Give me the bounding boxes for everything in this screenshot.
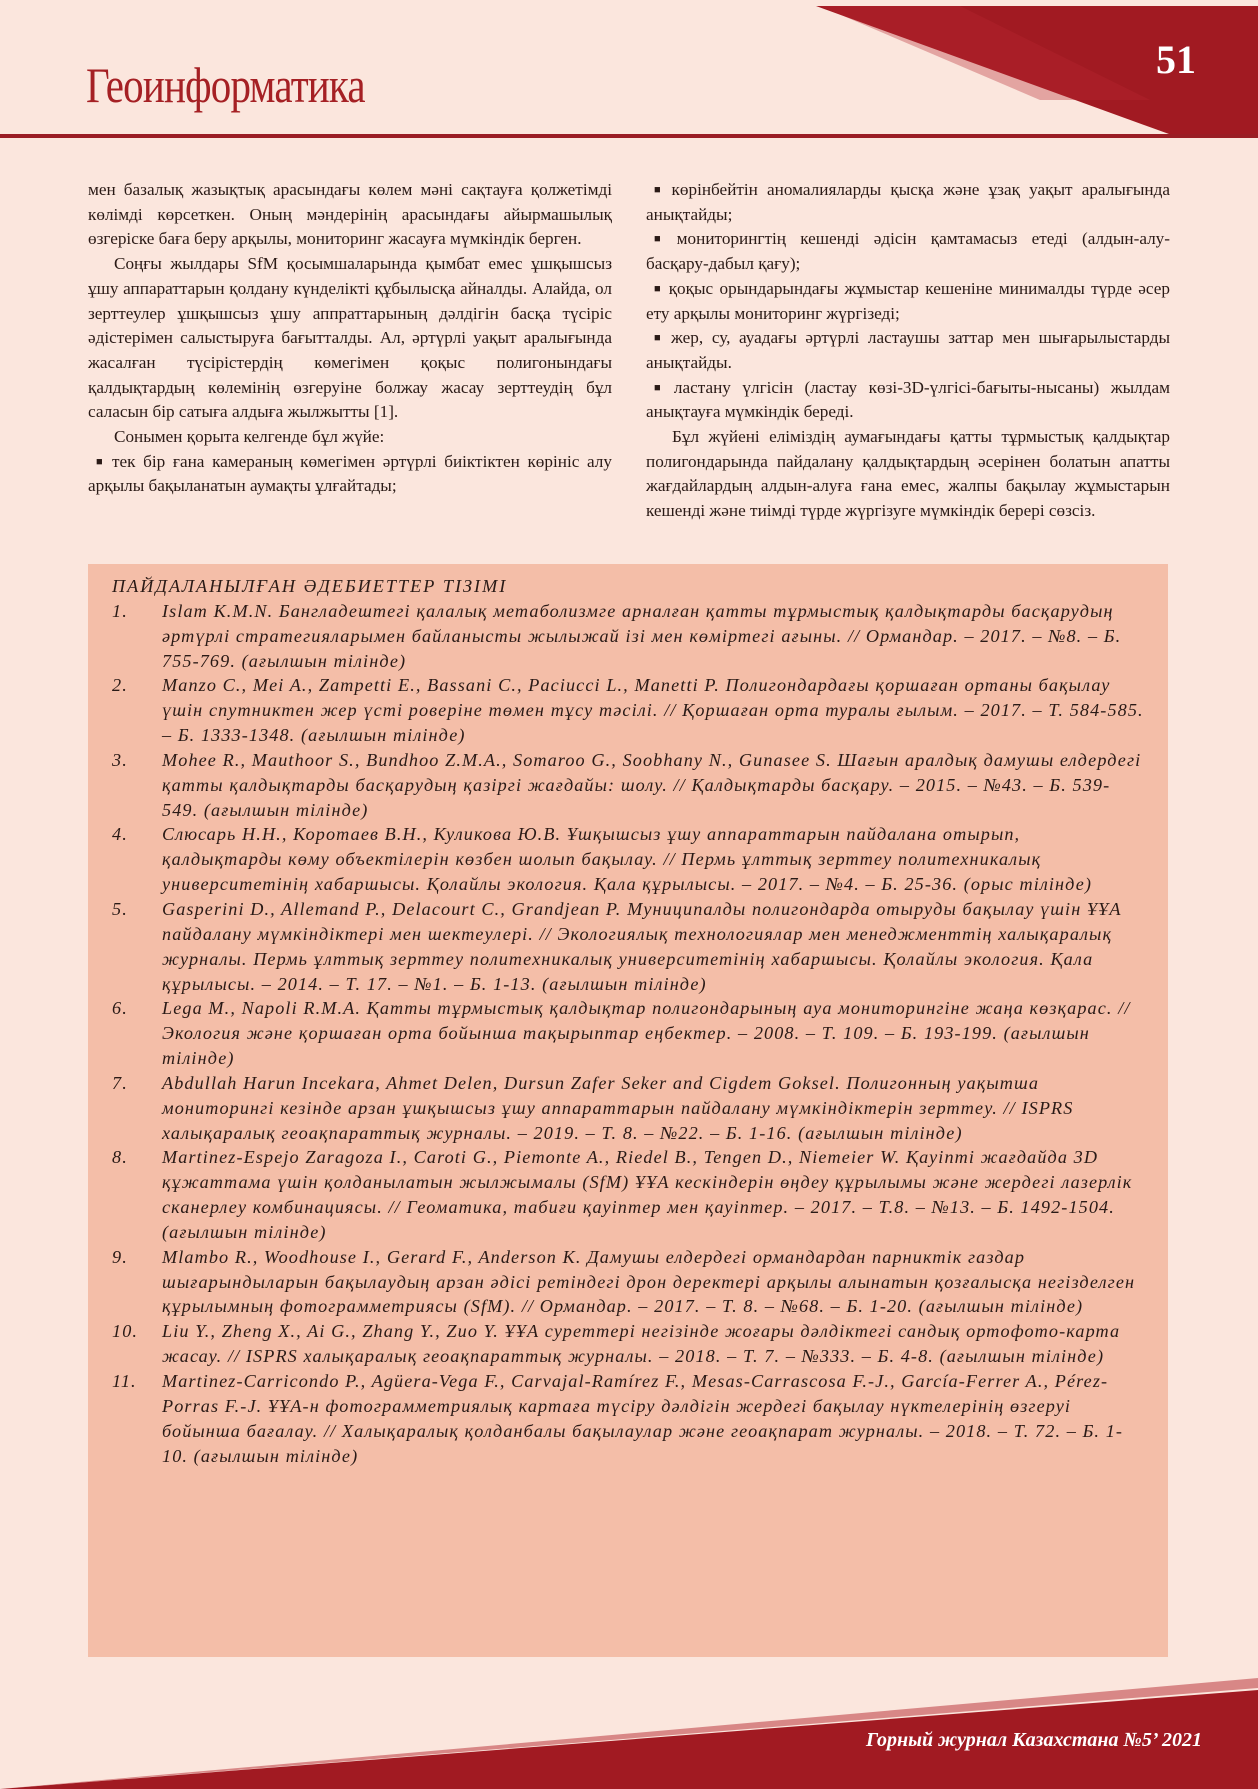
reference-number: 2. <box>112 675 128 696</box>
reference-text: Lega M., Napoli R.M.A. Қатты тұрмыстық қалдықтар полигондарының ауа мониторингіне жаңа көзқарас. // Экология және қоршаған орта бойынша тақырыптар еңбектер. – 2008. – Т. 109. – Б. 193-199. (ағылшын тілінде) <box>162 998 1131 1069</box>
header-rule <box>0 134 1258 138</box>
reference-number: 10. <box>112 1321 139 1342</box>
paragraph: Сонымен қорыта келгенде бұл жүйе: <box>114 427 385 447</box>
bullet-square-icon: ■ <box>654 184 666 196</box>
bullet-square-icon: ■ <box>654 381 668 394</box>
bullet-text: ластану үлгісін (ластау көзі-3D-үлгісі-бағыты-нысаны) жылдам анықтауға мүмкіндік береді. <box>646 377 1170 422</box>
reference-text: Islam K.M.N. Бангладештегі қалалық метаболизмге арналған қатты тұрмыстық қалдықтарды басқарудың әртүрлі стратегияларымен байланысты жылыжай ізі мен көміртегі ағыны. // Ормандар. – 2017. – №8. – Б. 755-769. (ағылшын тілінде) <box>162 600 1122 671</box>
references-title: ПАЙДАЛАНЫЛҒАН ӘДЕБИЕТТЕР ТІЗІМІ <box>112 576 508 596</box>
reference-item <box>112 599 1146 674</box>
bullet-text: жер, су, ауадағы әртүрлі ластаушы заттар мен шығарылыстарды анықтайды. <box>646 328 1170 372</box>
paragraph: Соңғы жылдары SfM қосымшаларында қымбат емес ұшқышсыз ұшу аппараттарын қолдану күнделікті құбылысқа айналды. Алайда, ол зерттеулер ұшқышсыз ұшу аппраттарының дәлдігін басқа түсіріс әдістерімен салыстыруға бағытталды. Ал, әртүрлі уақыт аралығында жасалған түсірістердің көмегімен қоқыс полигонындағы қалдықтардың көлемінің өзгеруіне болжау жасау зерттеудің бұл саласын бір сатыға алдыға жылжытты [1]. <box>88 254 612 422</box>
reference-item <box>112 1145 1146 1244</box>
bullet-square-icon: ■ <box>96 455 106 468</box>
bullet-square-icon: ■ <box>654 233 671 246</box>
bullet-item <box>646 178 1170 227</box>
bullet-item <box>646 376 1170 425</box>
reference-item <box>112 1245 1146 1320</box>
bullet-square-icon: ■ <box>654 282 663 295</box>
page-number: 51 <box>1156 37 1196 82</box>
paragraph: мен базалық жазықтық арасындағы көлем мәні сақтауға қолжетімді көлімді көрсеткен. Оның мәндерінің арасындағы айырмашылық өзгеріске баға беру арқылы, мониторинг жасауға мүмкіндік берген. <box>88 180 612 249</box>
bullet-square-icon: ■ <box>654 332 665 345</box>
bullet-text: көрінбейтін аномалияларды қысқа және ұзақ уақыт аралығында анықтайды; <box>646 180 1170 224</box>
reference-text: Manzo C., Mei A., Zampetti E., Bassani C., Paciucci L., Manetti P. Полигондардағы қоршаған ортаны бақылау үшін спутниктен жер үсті роверіне төмен тұсу тәсілі. // Қоршаған орта туралы ғылым. – 2017. – Т. 584-585. – Б. 1333-1348. (ағылшын тілінде) <box>162 675 1144 746</box>
references-box <box>88 564 1168 1657</box>
reference-item <box>112 748 1146 823</box>
reference-item <box>112 1071 1146 1146</box>
reference-number: 3. <box>112 749 128 770</box>
bullet-text: мониторингтің кешенді әдісін қамтамасыз етеді (алдын-алу-басқару-дабыл қағу); <box>646 229 1170 274</box>
reference-text: Mlambo R., Woodhouse I., Gerard F., Anderson K. Дамушы елдердегі ормандардан парниктік газдар шығарындыларын бақылаудың арзан әдісі ретіндегі дрон деректері арқылы алынатын қозғалысқа негізделген құрылымның фотограмметриясы (SfM). // Ормандар. – 2017. – Т. 8. – №68. – Б. 1-20. (ағылшын тілінде) <box>162 1246 1136 1317</box>
reference-number: 6. <box>112 998 128 1019</box>
reference-text: Martinez-Carricondo P., Agüera-Vega F., Carvajal-Ramírez F., Mesas-Carrascosa F.-J., García-Ferrer A., Pérez-Porras F.-J. ҰҰА-н фотограмметриялық картаға түсіру дәлдігін жердегі бақылау нүктелерінің өзгеруі бойынша бағалау. // Халықаралық қолданбалы бақылаулар және геоақпарат журналы. – 2018. – Т. 72. – Б. 1-10. (ағылшын тілінде) <box>162 1371 1124 1466</box>
reference-text: Gasperini D., Allemand P., Delacourt C., Grandjean P. Муниципалды полигондарда отыруды бақылау үшін ҰҰА пайдалану мүмкіндіктері мен шектеулері. // Экологиялық технологиялар мен менеджменттің халықаралық журналы. Пермь ұлттық зерттеу политехникалық университетінің хабаршысы. Қолайлы экология. Қала құрылысы. – 2014. – Т. 17. – №1. – Б. 1-13. (ағылшын тілінде) <box>162 898 1122 994</box>
bullet-item <box>646 326 1170 375</box>
reference-text: Martinez-Espejo Zaragoza I., Caroti G., Piemonte A., Riedel B., Tengen D., Niemeier W. Қауіпті жағдайда 3D құжаттама үшін қолданылатын жылжымалы (SfM) ҰҰА кескіндерін өңдеу құрылымы және жердегі лазерлік сканерлеу комбинациясы. // Геоматика, табиғи қауіптер мен қауіптер. – 2017. – Т.8. – №13. – Б. 1492-1504. (ағылшын тілінде) <box>162 1147 1133 1242</box>
reference-number: 1. <box>112 600 128 621</box>
reference-number: 9. <box>112 1246 128 1267</box>
bullet-item <box>646 277 1170 326</box>
reference-number: 8. <box>112 1147 128 1168</box>
reference-item <box>112 1369 1146 1468</box>
reference-number: 4. <box>112 824 128 845</box>
body-columns <box>88 178 1170 524</box>
reference-text: Mohee R., Mauthoor S., Bundhoo Z.M.A., Somaroo G., Soobhany N., Gunasee S. Шағын аралдық дамушы елдердегі қатты қалдықтарды басқарудың қазіргі жағдайы: шолу. // Қалдықтарды басқару. – 2015. – №43. – Б. 539-549. (ағылшын тілінде) <box>162 749 1142 820</box>
bullet-item <box>88 450 612 499</box>
journal-footer: Горный журнал Казахстана №5’ 2021 <box>865 1729 1202 1751</box>
reference-number: 11. <box>112 1371 137 1391</box>
bullet-text: тек бір ғана камераның көмегімен әртүрлі биіктіктен көрініс алу арқылы бақыланатын аумақты ұлғайтады; <box>88 451 612 496</box>
reference-text: Слюсарь Н.Н., Коротаев В.Н., Куликова Ю.В. Ұшқышсыз ұшу аппараттарын пайдалана отырып, қалдықтарды көму объектілерін көзбен шолып бақылау. // Пермь ұлттық зерттеу политехникалық университетінің хабаршысы. Қолайлы экология. Қала құрылысы. – 2017. – №4. – Б. 25-36. (орыс тілінде) <box>162 824 1093 895</box>
bullet-item <box>646 227 1170 276</box>
reference-item <box>112 996 1146 1071</box>
column-left <box>88 178 612 524</box>
reference-number: 5. <box>112 898 128 919</box>
reference-text: Liu Y., Zheng X., Ai G., Zhang Y., Zuo Y. ҰҰА суреттері негізінде жоғары дәлдіктегі сандық ортофото-карта жасау. // ISPRS халықаралық геоақпараттық журналы. – 2018. – Т. 7. – №333. – Б. 4-8. (ағылшын тілінде) <box>162 1321 1121 1367</box>
reference-item <box>112 897 1146 996</box>
paragraph: Бұл жүйені еліміздің аумағындағы қатты тұрмыстық қалдықтар полигондарында пайдалану қалдықтардың әсерінен болатын апатты жағдайлардың алдын-алуға ғана емес, жалпы бақылау жұмыстарын кешенді және тиімді түрде жүргізуге мүмкіндік берері сөзсіз. <box>646 427 1170 521</box>
column-right <box>646 178 1170 524</box>
section-title: Геоинформатика <box>86 57 365 113</box>
bullet-text: қоқыс орындарындағы жұмыстар кешеніне минималды түрде әсер ету арқылы мониторинг жүргізеді; <box>646 278 1170 323</box>
reference-item <box>112 673 1146 748</box>
reference-text: Abdullah Harun Incekara, Ahmet Delen, Dursun Zafer Seker and Cigdem Goksel. Полигонның уақытша мониторингі кезінде арзан ұшқышсыз ұшу аппараттарын пайдалану мүмкіндіктерін зерттеу. // ISPRS халықаралық геоақпараттық журналы. – 2019. – Т. 8. – №22. – Б. 1-16. (ағылшын тілінде) <box>162 1072 1074 1143</box>
reference-number: 7. <box>112 1072 128 1093</box>
reference-item <box>112 1319 1146 1369</box>
reference-item <box>112 822 1146 897</box>
